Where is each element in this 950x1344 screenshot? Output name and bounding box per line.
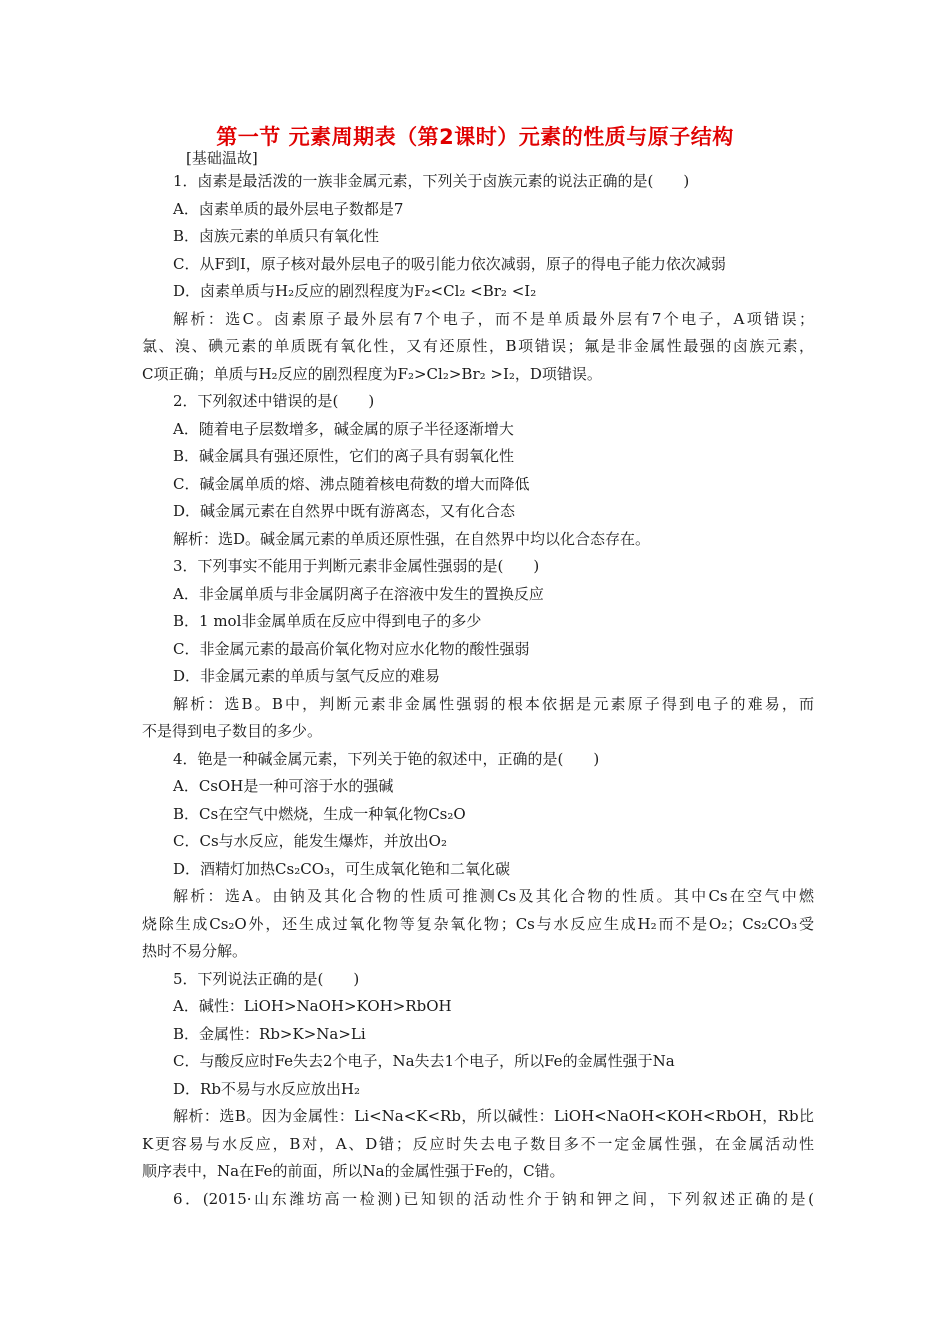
question-content — [142, 168, 814, 1213]
text-line: 解析：选C。卤素原子最外层有7个电子，而不是单质最外层有7个电子，A项错误； — [173, 309, 814, 328]
text-line: B．Cs在空气中燃烧，生成一种氧化物Cs₂O — [173, 804, 466, 823]
text-line: C．从F到I，原子核对最外层电子的吸引能力依次减弱，原子的得电子能力依次减弱 — [173, 254, 726, 273]
text-line: 2．下列叙述中错误的是( ) — [173, 392, 375, 410]
text-line: 解析：选B。B中，判断元素非金属性强弱的根本依据是元素原子得到电子的难易，而 — [173, 694, 814, 713]
text-line: K更容易与水反应，B对，A、D错；反应时失去电子数目多不一定金属性强，在金属活动性 — [142, 1134, 814, 1153]
text-line: 1．卤素是最活泼的一族非金属元素，下列关于卤族元素的说法正确的是( ) — [173, 172, 690, 190]
text-line: D．卤素单质与H₂反应的剧烈程度为F₂<Cl₂ <Br₂ <I₂ — [173, 282, 537, 300]
text-line: 氯、溴、碘元素的单质既有氧化性，又有还原性，B项错误；氟是非金属性最强的卤族元素， — [142, 337, 814, 355]
text-line: D．Rb不易与水反应放出H₂ — [173, 1079, 361, 1098]
text-line: 不是得到电子数目的多少。 — [142, 722, 323, 740]
section-label: [基础温故] — [186, 149, 258, 167]
text-line: 3．下列事实不能用于判断元素非金属性强弱的是( ) — [173, 557, 540, 575]
text-line: D．非金属元素的单质与氢气反应的难易 — [173, 667, 441, 685]
text-line: A．碱性：LiOH>NaOH>KOH>RbOH — [173, 997, 452, 1015]
text-line: 4．铯是一种碱金属元素，下列关于铯的叙述中，正确的是( ) — [173, 749, 600, 768]
text-line: 解析：选B。因为金属性：Li<Na<K<Rb，所以碱性：LiOH<NaOH<KOH<RbOH，Rb比 — [173, 1107, 814, 1125]
text-line: C项正确；单质与H₂反应的剧烈程度为F₂>Cl₂>Br₂ >I₂，D项错误。 — [142, 364, 602, 383]
text-line: C．Cs与水反应，能发生爆炸，并放出O₂ — [173, 832, 447, 850]
text-line: 烧除生成Cs₂O外，还生成过氧化物等复杂氧化物；Cs与水反应生成H₂而不是O₂；Cs₂CO₃受 — [142, 914, 814, 933]
text-line: A．非金属单质与非金属阴离子在溶液中发生的置换反应 — [173, 584, 544, 603]
text-line: D．酒精灯加热Cs₂CO₃，可生成氧化铯和二氧化碳 — [173, 859, 511, 878]
text-line: 6．(2015·山东潍坊高一检测)已知钡的活动性介于钠和钾之间，下列叙述正确的是( — [173, 1189, 814, 1208]
text-line: A．CsOH是一种可溶于水的强碱 — [173, 777, 394, 795]
text-line: C．与酸反应时Fe失去2个电子，Na失去1个电子，所以Fe的金属性强于Na — [173, 1052, 675, 1070]
text-line: 5．下列说法正确的是( ) — [173, 969, 360, 988]
text-line: 解析：选D。碱金属元素的单质还原性强，在自然界中均以化合态存在。 — [173, 529, 651, 548]
text-line: 解析：选A。由钠及其化合物的性质可推测Cs及其化合物的性质。其中Cs在空气中燃 — [173, 887, 814, 905]
text-line: 热时不易分解。 — [142, 942, 248, 960]
text-line: 顺序表中，Na在Fe的前面，所以Na的金属性强于Fe的，C错。 — [142, 1162, 565, 1180]
text-line: D．碱金属元素在自然界中既有游离态，又有化合态 — [173, 502, 516, 520]
text-line: A．卤素单质的最外层电子数都是7 — [173, 199, 404, 218]
text-line: A．随着电子层数增多，碱金属的原子半径逐渐增大 — [173, 419, 514, 438]
text-line: C．碱金属单质的熔、沸点随着核电荷数的增大而降低 — [173, 474, 530, 493]
text-line: B．金属性：Rb>K>Na>Li — [173, 1024, 366, 1043]
page-title: 第一节 元素周期表（第2课时）元素的性质与原子结构 — [216, 125, 734, 149]
text-line: B．卤族元素的单质只有氧化性 — [173, 227, 380, 245]
text-line: B．1 mol非金属单质在反应中得到电子的多少 — [173, 612, 482, 630]
text-line: B．碱金属具有强还原性，它们的离子具有弱氧化性 — [173, 447, 515, 465]
text-line: C．非金属元素的最高价氧化物对应水化物的酸性强弱 — [173, 639, 530, 658]
